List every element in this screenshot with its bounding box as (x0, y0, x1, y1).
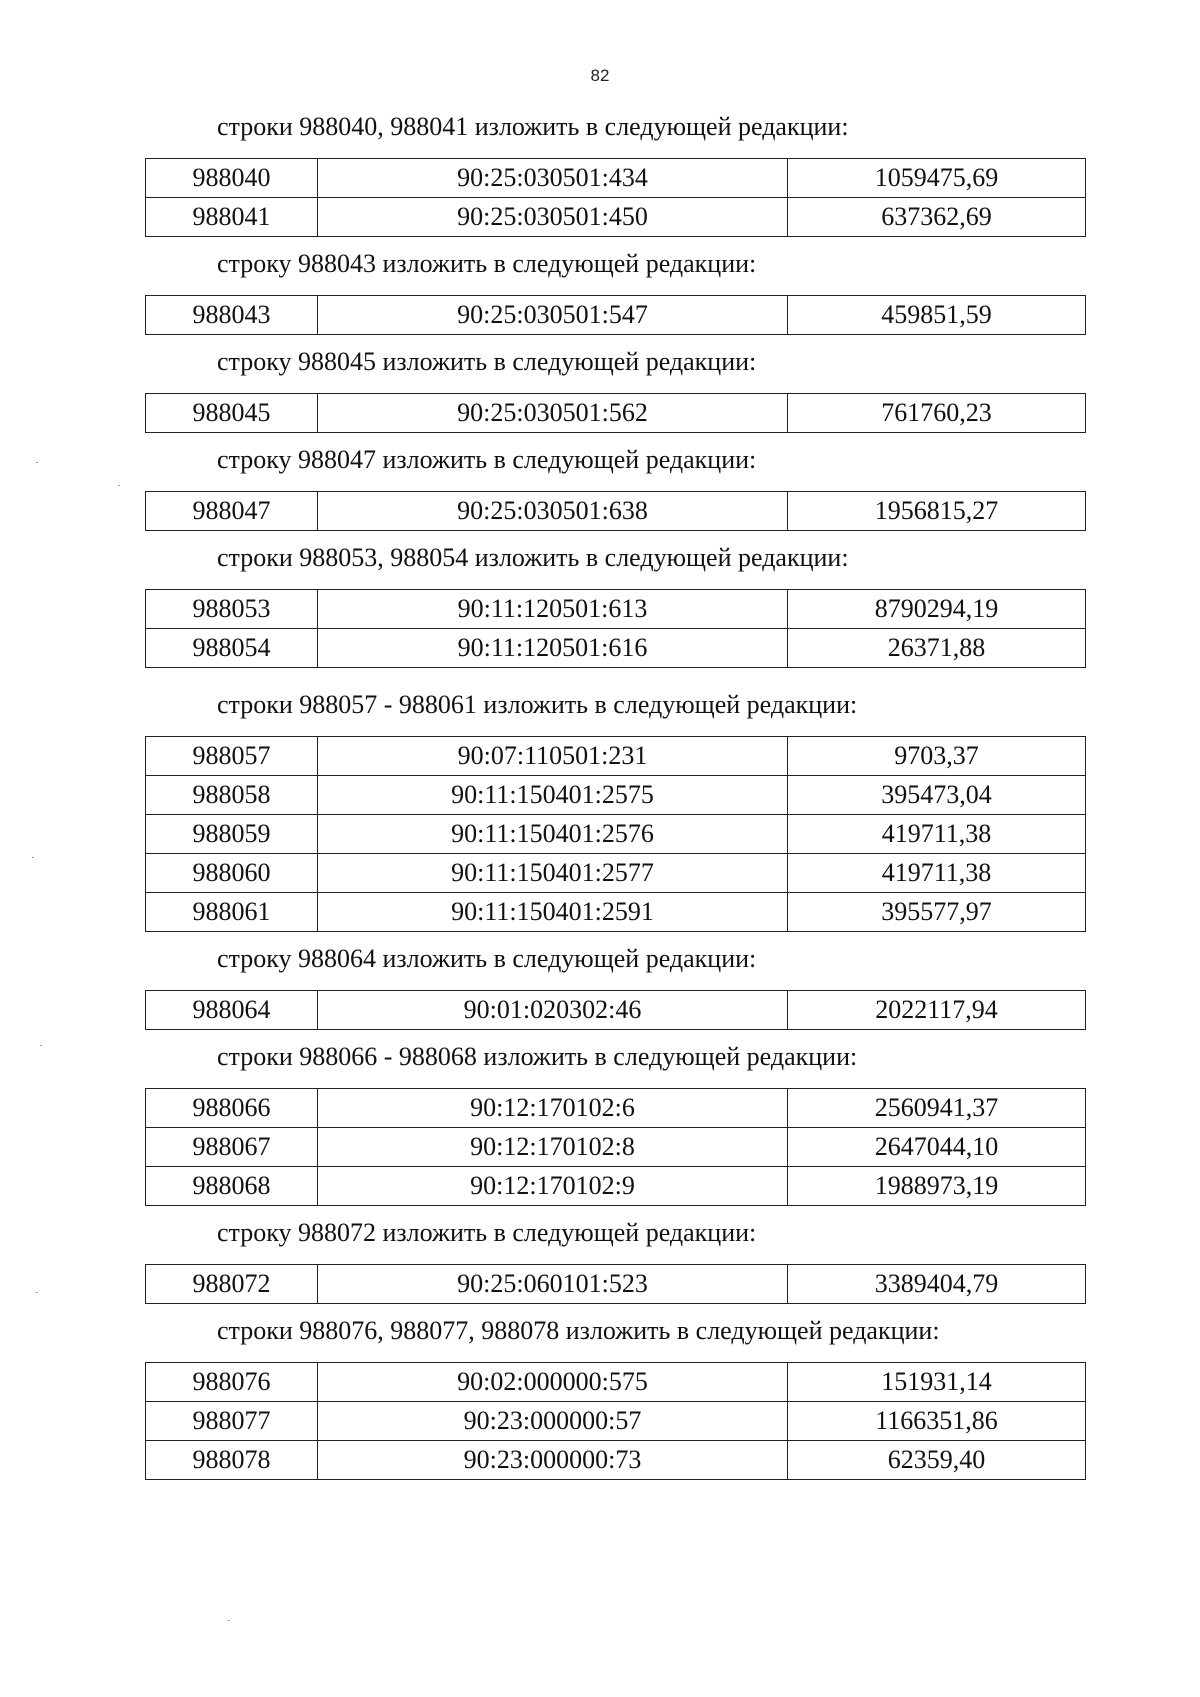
value-cell: 395473,04 (788, 776, 1086, 815)
cadastral-number-cell: 90:11:150401:2577 (318, 854, 788, 893)
value-cell: 2560941,37 (788, 1089, 1086, 1128)
row-number-cell: 988077 (146, 1402, 318, 1441)
value-cell: 459851,59 (788, 296, 1086, 335)
amendment-table (145, 736, 1086, 932)
scan-speck (36, 462, 38, 463)
table-row (146, 1402, 1086, 1441)
value-cell: 1166351,86 (788, 1402, 1086, 1441)
cadastral-number-cell: 90:23:000000:73 (318, 1441, 788, 1480)
amendment-section-8 (145, 1042, 1200, 1206)
cadastral-number-cell: 90:25:060101:523 (318, 1265, 788, 1304)
row-number-cell: 988054 (146, 629, 318, 668)
amendment-section-7 (145, 944, 1200, 1030)
row-number-cell: 988057 (146, 737, 318, 776)
amendment-section-6 (145, 690, 1200, 932)
table-row (146, 1167, 1086, 1206)
row-number-cell: 988072 (146, 1265, 318, 1304)
section-heading: строки 988040, 988041 изложить в следующей редакции: (217, 112, 849, 141)
value-cell: 761760,23 (788, 394, 1086, 433)
cadastral-number-cell: 90:25:030501:547 (318, 296, 788, 335)
value-cell: 151931,14 (788, 1363, 1086, 1402)
table-row (146, 492, 1086, 531)
amendment-table (145, 295, 1086, 335)
table-row (146, 893, 1086, 932)
row-number-cell: 988061 (146, 893, 318, 932)
amendment-section-10 (145, 1316, 1200, 1480)
section-heading: строки 988053, 988054 изложить в следующей редакции: (217, 543, 849, 572)
cadastral-number-cell: 90:11:150401:2575 (318, 776, 788, 815)
value-cell: 419711,38 (788, 815, 1086, 854)
row-number-cell: 988043 (146, 296, 318, 335)
row-number-cell: 988064 (146, 991, 318, 1030)
amendment-table (145, 393, 1086, 433)
cadastral-number-cell: 90:11:120501:616 (318, 629, 788, 668)
page-number: 82 (590, 66, 610, 85)
cadastral-number-cell: 90:12:170102:9 (318, 1167, 788, 1206)
cadastral-number-cell: 90:25:030501:434 (318, 159, 788, 198)
amendment-table (145, 1264, 1086, 1304)
value-cell: 2022117,94 (788, 991, 1086, 1030)
amendment-table (145, 158, 1086, 237)
cadastral-number-cell: 90:25:030501:638 (318, 492, 788, 531)
table-row (146, 296, 1086, 335)
table-row (146, 629, 1086, 668)
section-heading: строки 988057 - 988061 изложить в следующей редакции: (217, 690, 858, 719)
table-row (146, 1265, 1086, 1304)
scan-speck (32, 857, 34, 858)
table-row (146, 1441, 1086, 1480)
row-number-cell: 988060 (146, 854, 318, 893)
value-cell: 1059475,69 (788, 159, 1086, 198)
row-number-cell: 988067 (146, 1128, 318, 1167)
table-row (146, 991, 1086, 1030)
section-heading: строку 988045 изложить в следующей редакции: (217, 347, 757, 376)
scan-speck (228, 1620, 230, 1621)
section-heading: строку 988064 изложить в следующей редакции: (217, 944, 757, 973)
cadastral-number-cell: 90:23:000000:57 (318, 1402, 788, 1441)
amendment-section-4 (145, 445, 1200, 531)
value-cell: 3389404,79 (788, 1265, 1086, 1304)
amendment-section-2 (145, 249, 1200, 335)
table-row (146, 590, 1086, 629)
section-heading: строку 988072 изложить в следующей редакции: (217, 1218, 757, 1247)
table-row (146, 1363, 1086, 1402)
scan-speck (40, 1045, 42, 1046)
row-number-cell: 988047 (146, 492, 318, 531)
value-cell: 8790294,19 (788, 590, 1086, 629)
cadastral-number-cell: 90:11:150401:2576 (318, 815, 788, 854)
table-row (146, 198, 1086, 237)
cadastral-number-cell: 90:25:030501:562 (318, 394, 788, 433)
table-row (146, 1128, 1086, 1167)
row-number-cell: 988058 (146, 776, 318, 815)
table-row (146, 159, 1086, 198)
amendment-table (145, 990, 1086, 1030)
cadastral-number-cell: 90:11:150401:2591 (318, 893, 788, 932)
section-heading: строку 988047 изложить в следующей редакции: (217, 445, 757, 474)
cadastral-number-cell: 90:12:170102:8 (318, 1128, 788, 1167)
row-number-cell: 988066 (146, 1089, 318, 1128)
section-heading: строки 988066 - 988068 изложить в следующей редакции: (217, 1042, 858, 1071)
cadastral-number-cell: 90:02:000000:575 (318, 1363, 788, 1402)
amendment-section-3 (145, 347, 1200, 433)
section-heading: строку 988043 изложить в следующей редакции: (217, 249, 757, 278)
amendment-table (145, 1362, 1086, 1480)
table-row (146, 1089, 1086, 1128)
amendment-section-5 (145, 543, 1200, 668)
document-body (0, 112, 1200, 1492)
cadastral-number-cell: 90:01:020302:46 (318, 991, 788, 1030)
cadastral-number-cell: 90:07:110501:231 (318, 737, 788, 776)
amendment-section-9 (145, 1218, 1200, 1304)
value-cell: 395577,97 (788, 893, 1086, 932)
section-heading: строки 988076, 988077, 988078 изложить в следующей редакции: (217, 1316, 940, 1345)
scan-speck (36, 1292, 38, 1293)
value-cell: 2647044,10 (788, 1128, 1086, 1167)
amendment-table (145, 589, 1086, 668)
row-number-cell: 988045 (146, 394, 318, 433)
amendment-table (145, 1088, 1086, 1206)
value-cell: 1988973,19 (788, 1167, 1086, 1206)
table-row (146, 776, 1086, 815)
row-number-cell: 988059 (146, 815, 318, 854)
row-number-cell: 988078 (146, 1441, 318, 1480)
amendment-table (145, 491, 1086, 531)
value-cell: 9703,37 (788, 737, 1086, 776)
table-row (146, 854, 1086, 893)
table-row (146, 737, 1086, 776)
scan-speck (118, 485, 120, 486)
cadastral-number-cell: 90:25:030501:450 (318, 198, 788, 237)
value-cell: 1956815,27 (788, 492, 1086, 531)
table-row (146, 394, 1086, 433)
value-cell: 419711,38 (788, 854, 1086, 893)
value-cell: 26371,88 (788, 629, 1086, 668)
row-number-cell: 988053 (146, 590, 318, 629)
amendment-section-1 (145, 112, 1200, 237)
row-number-cell: 988068 (146, 1167, 318, 1206)
value-cell: 637362,69 (788, 198, 1086, 237)
row-number-cell: 988076 (146, 1363, 318, 1402)
cadastral-number-cell: 90:12:170102:6 (318, 1089, 788, 1128)
row-number-cell: 988041 (146, 198, 318, 237)
table-row (146, 815, 1086, 854)
value-cell: 62359,40 (788, 1441, 1086, 1480)
cadastral-number-cell: 90:11:120501:613 (318, 590, 788, 629)
row-number-cell: 988040 (146, 159, 318, 198)
